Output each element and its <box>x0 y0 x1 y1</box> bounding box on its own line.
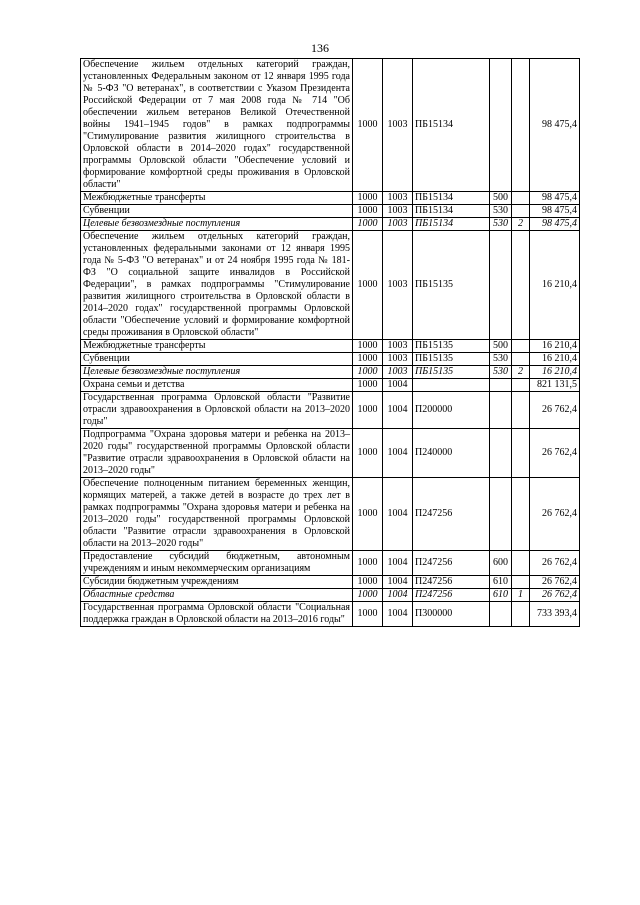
expense-type: 610 <box>490 589 512 602</box>
table-row <box>81 379 580 392</box>
expense-type <box>490 231 512 340</box>
funding-source <box>512 379 530 392</box>
subsection-code: 1004 <box>383 576 413 589</box>
table-row <box>81 551 580 576</box>
amount: 16 210,4 <box>530 366 580 379</box>
funding-source <box>512 576 530 589</box>
table-row <box>81 231 580 340</box>
row-name: Обеспечение полноценным питанием беременных женщин, кормящих матерей, а также детей в возрасте до трех лет в рамках подпрограммы "Охрана здоровья матери и ребенка на 2013–2020 годы" государственной программы Орловской области "Развитие отрасли здравоохранения в Орловской области на 2013–2020 годы" <box>81 478 353 551</box>
section-code: 1000 <box>353 205 383 218</box>
section-code: 1000 <box>353 218 383 231</box>
section-code: 1000 <box>353 231 383 340</box>
budget-table <box>80 58 580 627</box>
subsection-code: 1003 <box>383 59 413 192</box>
section-code: 1000 <box>353 392 383 429</box>
target-article: П200000 <box>413 392 490 429</box>
target-article: ПБ15135 <box>413 340 490 353</box>
funding-source <box>512 392 530 429</box>
target-article: ПБ15134 <box>413 192 490 205</box>
subsection-code: 1003 <box>383 353 413 366</box>
target-article: ПБ15135 <box>413 353 490 366</box>
section-code: 1000 <box>353 379 383 392</box>
row-name: Охрана семьи и детства <box>81 379 353 392</box>
target-article: П247256 <box>413 576 490 589</box>
expense-type <box>490 602 512 627</box>
row-name: Областные средства <box>81 589 353 602</box>
amount: 16 210,4 <box>530 231 580 340</box>
table-row <box>81 59 580 192</box>
amount: 98 475,4 <box>530 59 580 192</box>
expense-type: 500 <box>490 340 512 353</box>
amount: 98 475,4 <box>530 205 580 218</box>
amount: 26 762,4 <box>530 429 580 478</box>
row-name: Государственная программа Орловской области "Социальная поддержка граждан в Орловской области на 2013–2016 годы" <box>81 602 353 627</box>
section-code: 1000 <box>353 429 383 478</box>
table-row <box>81 392 580 429</box>
page-number: 136 <box>311 41 329 55</box>
funding-source <box>512 478 530 551</box>
funding-source <box>512 602 530 627</box>
expense-type: 530 <box>490 218 512 231</box>
table-row <box>81 218 580 231</box>
table-row <box>81 589 580 602</box>
amount: 98 475,4 <box>530 218 580 231</box>
table-row <box>81 478 580 551</box>
row-name: Предоставление субсидий бюджетным, автономным учреждениям и иным некоммерческим организациям <box>81 551 353 576</box>
target-article: П247256 <box>413 551 490 576</box>
expense-type <box>490 379 512 392</box>
expense-type <box>490 429 512 478</box>
section-code: 1000 <box>353 551 383 576</box>
funding-source <box>512 192 530 205</box>
table-row <box>81 429 580 478</box>
subsection-code: 1004 <box>383 602 413 627</box>
section-code: 1000 <box>353 478 383 551</box>
funding-source <box>512 231 530 340</box>
section-code: 1000 <box>353 192 383 205</box>
amount: 16 210,4 <box>530 340 580 353</box>
section-code: 1000 <box>353 353 383 366</box>
amount: 98 475,4 <box>530 192 580 205</box>
table-row <box>81 192 580 205</box>
row-name: Субвенции <box>81 353 353 366</box>
expense-type: 530 <box>490 205 512 218</box>
table-row <box>81 602 580 627</box>
funding-source: 2 <box>512 366 530 379</box>
funding-source <box>512 205 530 218</box>
subsection-code: 1003 <box>383 340 413 353</box>
table-row <box>81 340 580 353</box>
budget-table-body <box>81 59 580 627</box>
expense-type: 610 <box>490 576 512 589</box>
row-name: Межбюджетные трансферты <box>81 192 353 205</box>
expense-type <box>490 59 512 192</box>
table-row <box>81 205 580 218</box>
row-name: Субсидии бюджетным учреждениям <box>81 576 353 589</box>
funding-source <box>512 429 530 478</box>
subsection-code: 1004 <box>383 429 413 478</box>
funding-source <box>512 353 530 366</box>
amount: 733 393,4 <box>530 602 580 627</box>
row-name: Межбюджетные трансферты <box>81 340 353 353</box>
row-name: Государственная программа Орловской области "Развитие отрасли здравоохранения в Орловской области на 2013–2020 годы" <box>81 392 353 429</box>
expense-type <box>490 392 512 429</box>
subsection-code: 1003 <box>383 192 413 205</box>
target-article: ПБ15135 <box>413 231 490 340</box>
target-article: П247256 <box>413 478 490 551</box>
target-article <box>413 379 490 392</box>
target-article: ПБ15134 <box>413 218 490 231</box>
subsection-code: 1003 <box>383 231 413 340</box>
expense-type: 600 <box>490 551 512 576</box>
target-article: П300000 <box>413 602 490 627</box>
amount: 26 762,4 <box>530 551 580 576</box>
row-name: Подпрограмма "Охрана здоровья матери и ребенка на 2013–2020 годы" государственной программы Орловской области "Развитие отрасли здравоохранения в Орловской области на 2013–2020 годы" <box>81 429 353 478</box>
row-name: Субвенции <box>81 205 353 218</box>
expense-type <box>490 478 512 551</box>
table-row <box>81 353 580 366</box>
funding-source: 2 <box>512 218 530 231</box>
expense-type: 530 <box>490 366 512 379</box>
row-name: Обеспечение жильем отдельных категорий граждан, установленных Федеральным законом от 12 января 1995 года № 5-ФЗ "О ветеранах", в соответствии с Указом Президента Российской Федерации от 7 мая 2008 года № 714 "Об обеспечении жильем ветеранов Великой Отечественной войны 1941–1945 годов" в рамках подпрограммы "Стимулирование развития жилищного строительства в Орловской области в 2014–2020 годах" государственной программы Орловской области "Обеспечение условий и формирование комфортной среды проживания в Орловской области" <box>81 59 353 192</box>
row-name: Целевые безвозмездные поступления <box>81 218 353 231</box>
subsection-code: 1004 <box>383 589 413 602</box>
target-article: ПБ15135 <box>413 366 490 379</box>
row-name: Обеспечение жильем отдельных категорий граждан, установленных федеральными законами от 12 января 1995 года № 5-ФЗ "О ветеранах" и от 24 ноября 1995 года № 181-ФЗ "О социальной защите инвалидов в Российской Федерации", в рамках подпрограммы "Стимулирование развития жилищного строительства в Орловской области в 2014–2020 годах" государственной программы Орловской области "Обеспечение условий и формирование комфортной среды проживания в Орловской области" <box>81 231 353 340</box>
amount: 821 131,5 <box>530 379 580 392</box>
amount: 26 762,4 <box>530 589 580 602</box>
section-code: 1000 <box>353 589 383 602</box>
target-article: ПБ15134 <box>413 205 490 218</box>
subsection-code: 1004 <box>383 379 413 392</box>
section-code: 1000 <box>353 576 383 589</box>
subsection-code: 1003 <box>383 205 413 218</box>
section-code: 1000 <box>353 366 383 379</box>
funding-source: 1 <box>512 589 530 602</box>
row-name: Целевые безвозмездные поступления <box>81 366 353 379</box>
amount: 16 210,4 <box>530 353 580 366</box>
subsection-code: 1004 <box>383 392 413 429</box>
funding-source <box>512 59 530 192</box>
subsection-code: 1003 <box>383 366 413 379</box>
expense-type: 530 <box>490 353 512 366</box>
amount: 26 762,4 <box>530 478 580 551</box>
subsection-code: 1004 <box>383 551 413 576</box>
target-article: ПБ15134 <box>413 59 490 192</box>
subsection-code: 1003 <box>383 218 413 231</box>
funding-source <box>512 551 530 576</box>
section-code: 1000 <box>353 340 383 353</box>
section-code: 1000 <box>353 602 383 627</box>
expense-type: 500 <box>490 192 512 205</box>
subsection-code: 1004 <box>383 478 413 551</box>
table-row <box>81 576 580 589</box>
amount: 26 762,4 <box>530 576 580 589</box>
table-row <box>81 366 580 379</box>
section-code: 1000 <box>353 59 383 192</box>
target-article: П240000 <box>413 429 490 478</box>
amount: 26 762,4 <box>530 392 580 429</box>
target-article: П247256 <box>413 589 490 602</box>
funding-source <box>512 340 530 353</box>
